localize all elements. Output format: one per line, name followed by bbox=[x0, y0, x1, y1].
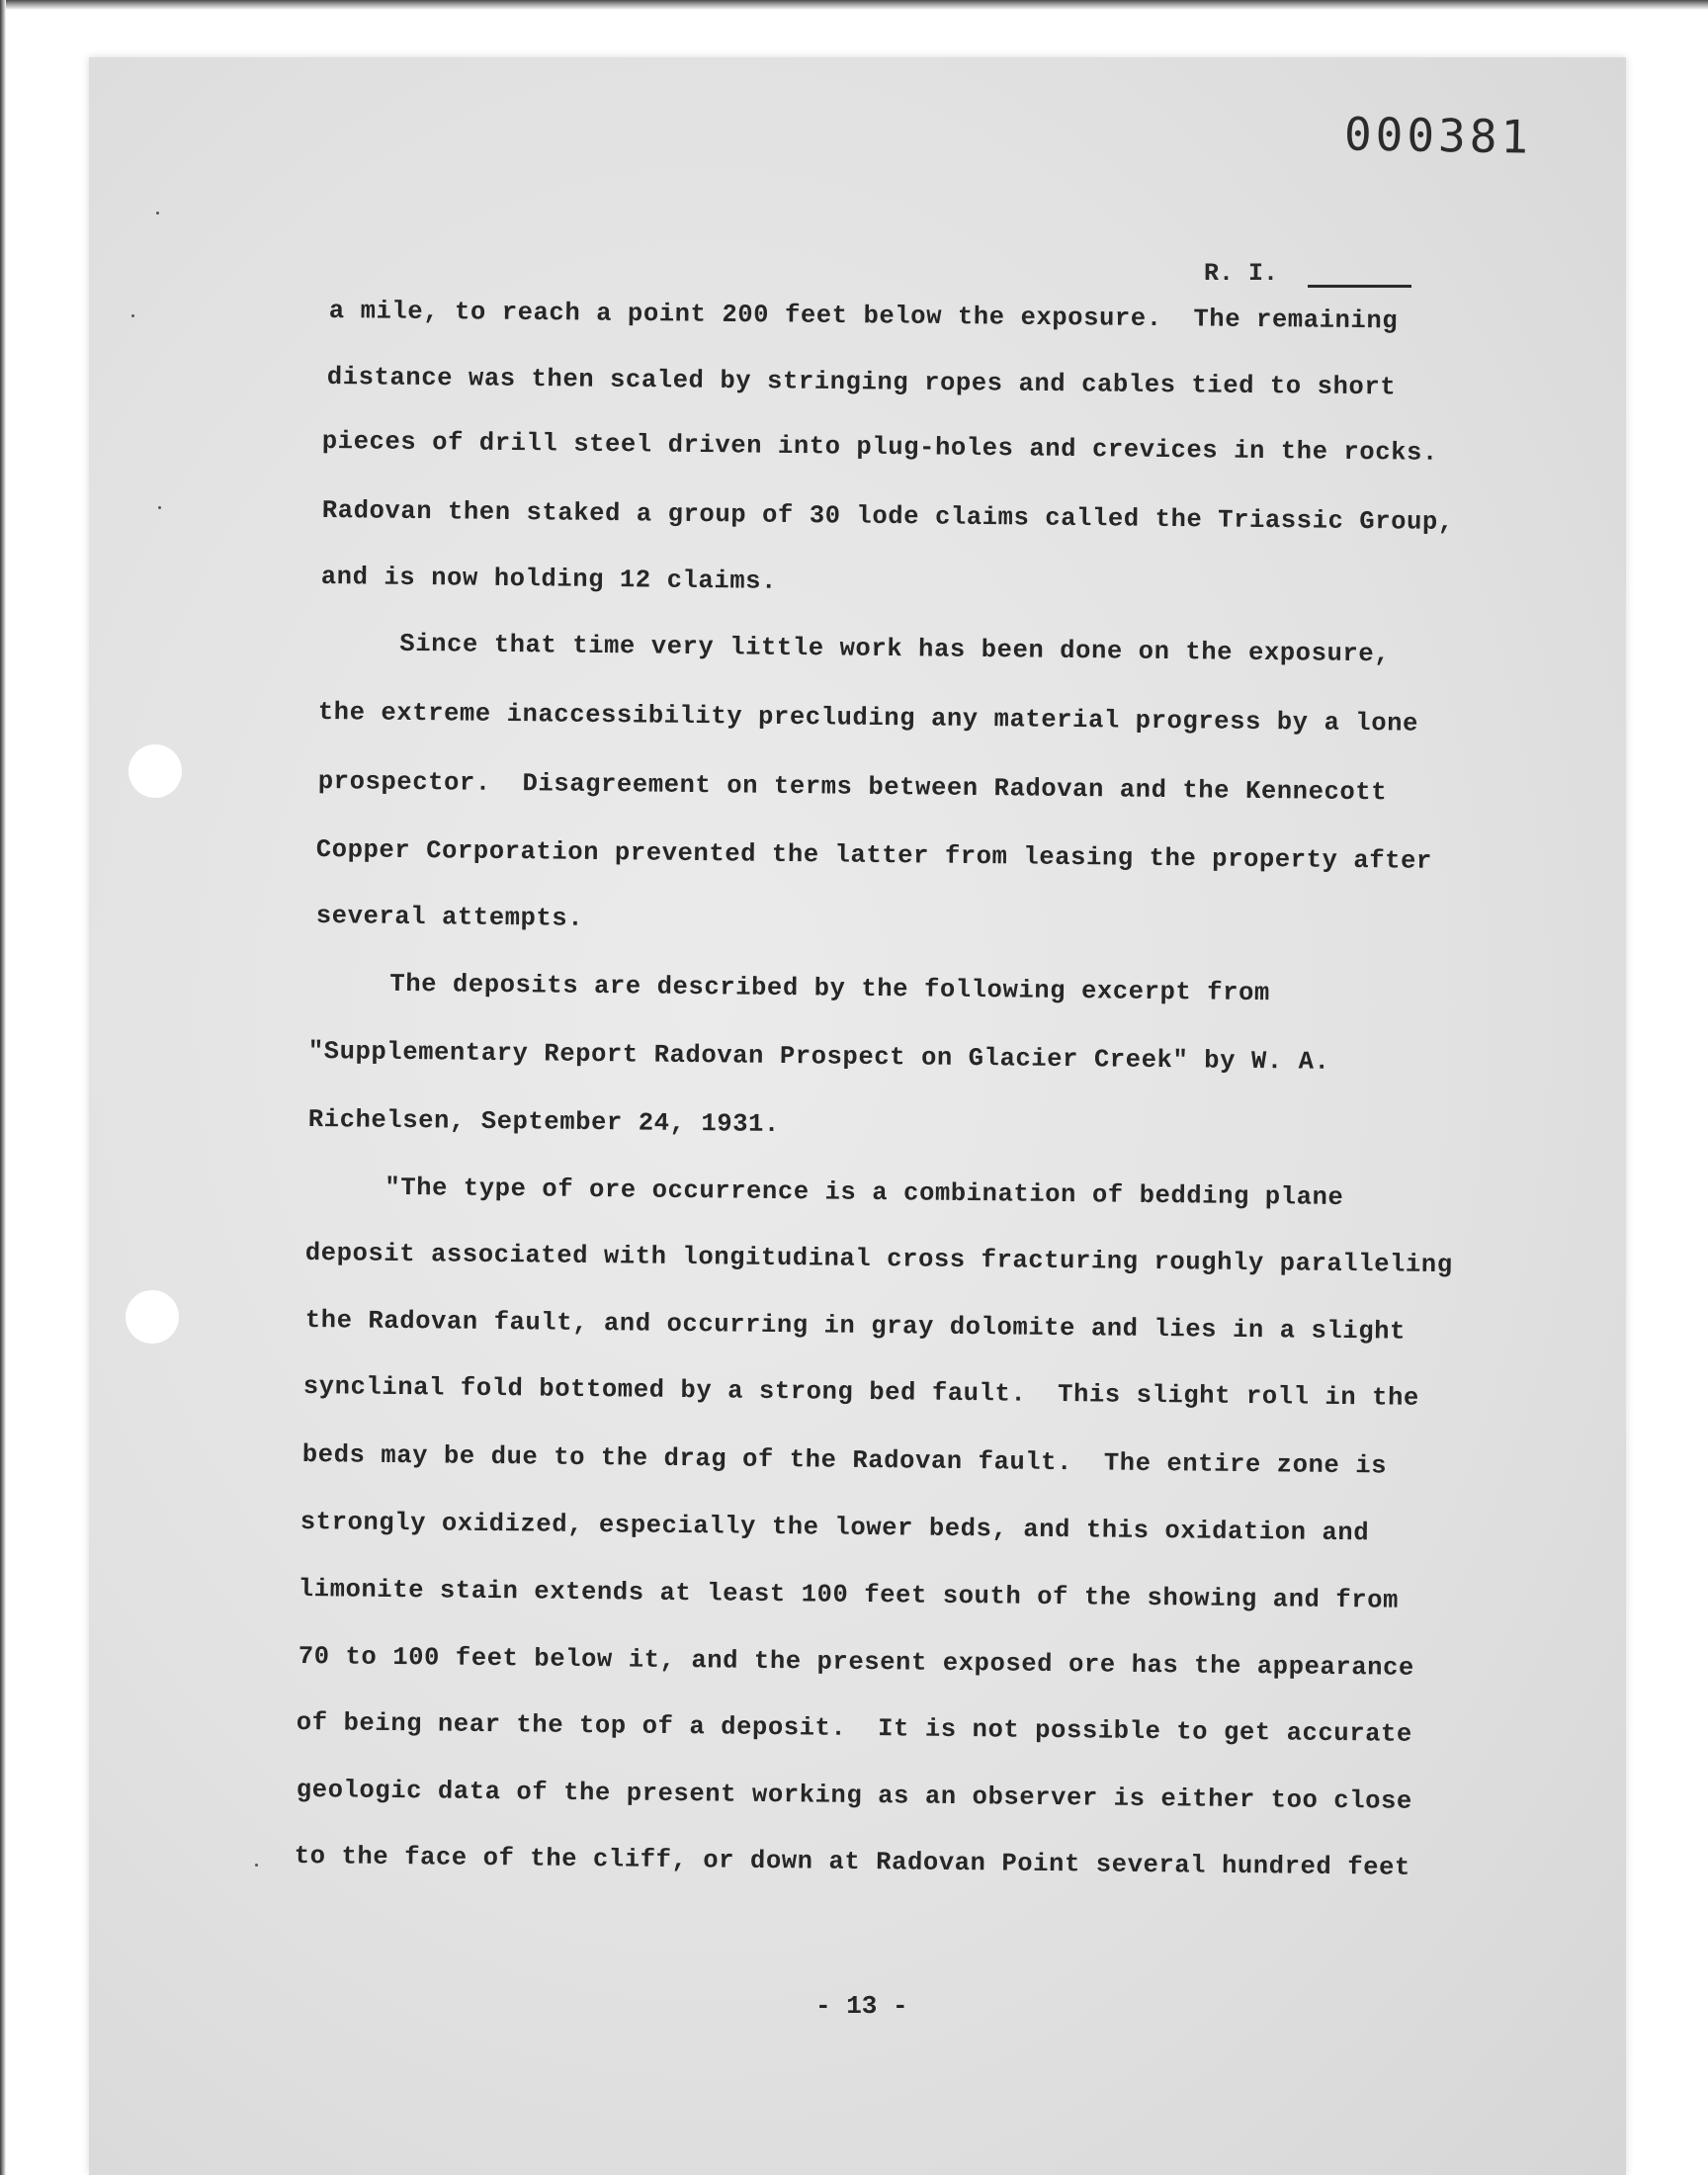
text-line: geologic data of the present working as an observer is either too close bbox=[296, 1776, 1413, 1816]
text-line: The deposits are described by the following excerpt from bbox=[310, 969, 1271, 1008]
document-control-number: 000381 bbox=[1343, 107, 1533, 164]
text-line: a mile, to reach a point 200 feet below the exposure. The remaining bbox=[328, 297, 1399, 336]
text-line: prospector. Disagreement on terms between Radovan and the Kennecott bbox=[317, 767, 1388, 808]
text-line: Copper Corporation prevented the latter from leasing the property after bbox=[315, 835, 1433, 876]
text-line: strongly oxidized, especially the lower beds, and this oxidation and bbox=[299, 1508, 1370, 1548]
text-line: beds may be due to the drag of the Radovan fault. The entire zone is bbox=[301, 1440, 1388, 1481]
text-line: limonite stain extends at least 100 feet south of the showing and from bbox=[298, 1575, 1400, 1615]
text-line: and is now holding 12 claims. bbox=[320, 563, 778, 596]
page-number: - 13 - bbox=[815, 1991, 908, 2021]
text-line: Radovan then staked a group of 30 lode claims called the Triassic Group, bbox=[321, 496, 1454, 537]
text-line: deposit associated with longitudinal cross fracturing roughly paralleling bbox=[304, 1239, 1453, 1280]
text-line: pieces of drill steel driven into plug-holes and crevices in the rocks. bbox=[321, 427, 1439, 468]
text-line: Richelsen, September 24, 1931. bbox=[307, 1105, 781, 1139]
text-line: "Supplementary Report Radovan Prospect on Glacier Creek" by W. A. bbox=[307, 1037, 1330, 1077]
report-label: R. I. bbox=[1204, 259, 1279, 288]
text-line: the extreme inaccessibility precluding any material progress by a lone bbox=[317, 698, 1419, 739]
text-line: of being near the top of a deposit. It is not possible to get accurate bbox=[296, 1708, 1413, 1749]
text-line: "The type of ore occurrence is a combination of bedding plane bbox=[305, 1173, 1344, 1212]
text-line: the Radovan fault, and occurring in gray dolomite and lies in a slight bbox=[304, 1306, 1407, 1347]
text-line: to the face of the cliff, or down at Radovan Point several hundred feet bbox=[294, 1842, 1411, 1882]
text-line: several attempts. bbox=[315, 902, 584, 933]
text-line: synclinal fold bottomed by a strong bed fault. This slight roll in the bbox=[302, 1372, 1420, 1413]
text-line: 70 to 100 feet below it, and the present exposed ore has the appearance bbox=[298, 1642, 1415, 1683]
text-line: distance was then scaled by stringing ropes and cables tied to short bbox=[326, 363, 1397, 402]
text-line: Since that time very little work has been done on the exposure, bbox=[320, 629, 1391, 669]
